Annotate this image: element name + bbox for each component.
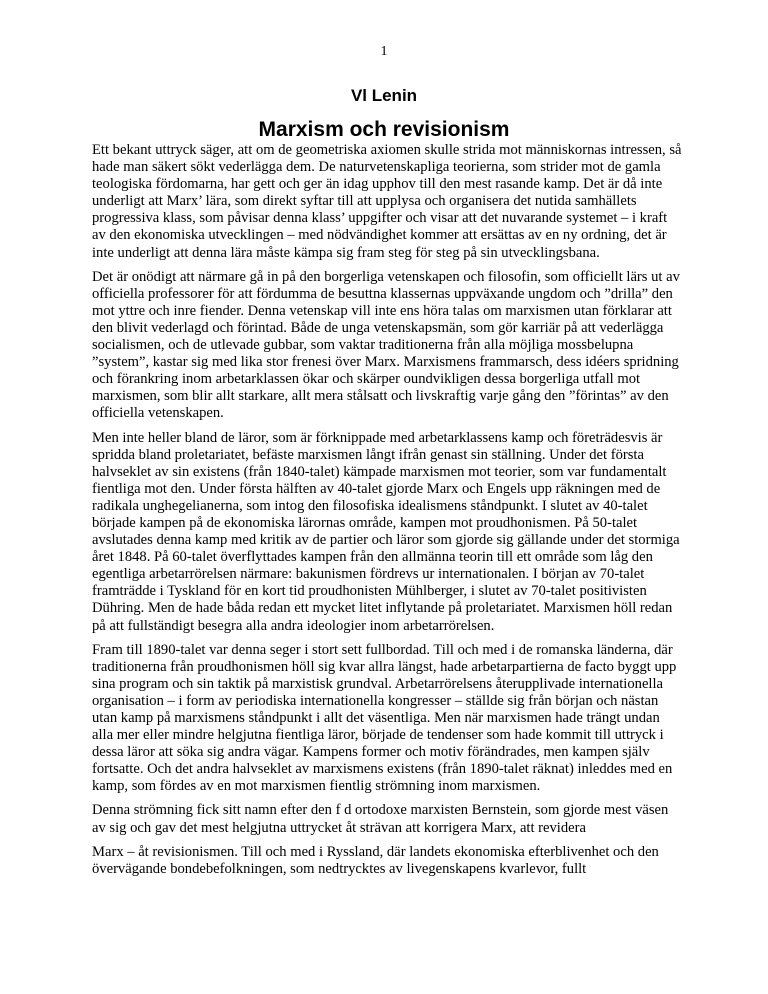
paragraph-1: Ett bekant uttryck säger, att om de geometriska axiomen skulle strida mot människornas intressen, så hade man säkert sökt vederlägga dem. De naturvetenskapliga teorierna, som strider mot de gamla teologiska fördomarna, har gett och ger än idag upphov till den mest rasande kamp. Det är då inte underligt att Marx’ lära, som direkt syftar till att upplysa och organisera det nutida samhällets progressiva klass, som påvisar denna klass’ uppgifter och visar att det nuvarande systemet – i kraft av den ekonomiska utvecklingen – med nödvändighet kommer att ersättas av en ny ordning, det är inte underligt att denna lära måste kämpa sig fram steg för steg på sin utvecklingsbana. xyxy=(92,142,682,261)
page-number: 1 xyxy=(380,44,388,59)
paragraph-5: Denna strömning fick sitt namn efter den f d ortodoxe marxisten Bernstein, som gjorde mest väsen av sig och gav det mest helgjutna uttrycket åt strävan att korrigera Marx, att revidera xyxy=(92,802,669,836)
page-title: Marxism och revisionism xyxy=(258,118,510,141)
paragraph-3: Men inte heller bland de läror, som är förknippade med arbetarklassens kamp och företrädesvis är spridda bland proletariatet, befäste marxismen långt ifrån genast sin ställning. Under det första halvseklet av sin existens (från 1840-talet) kämpade marxismen mot teorier, som var fundamentalt fientliga mot den. Under första hälften av 40-talet gjorde Marx och Engels upp räkningen med de radikala unghegelianerna, som intog den filosofiska idealismens ståndpunkt. I slutet av 40-talet började kampen på de ekonomiska lärornas område, kampen mot proudhonismen. På 50-talet avslutades denna kamp med kritik av de partier och läror som gjorde sig gällande under det stormiga året 1848. På 60-talet överflyttades kampen från den allmänna teorin till ett område som låg den egentliga arbetarrörelsen närmare: bakunismen fördrevs ur internationalen. I början av 70-talet framträdde i Tyskland för en kort tid proudhonisten Mühlberger, i slutet av 70-talet positivisten Dühring. Men de hade båda redan ett mycket litet inflytande på proletariatet. Marxismen höll redan på att fullständigt besegra alla andra ideologier inom arbetarrörelsen. xyxy=(92,429,680,634)
paragraph-4: Fram till 1890-talet var denna seger i stort sett fullbordad. Till och med i de romanska länderna, där traditionerna från proudhonismen höll sig kvar allra längst, hade arbetarpartierna de facto byggt upp sina program och sin taktik på marxistisk grundval. Arbetarrörelsens återupplivade internationella organisation – i form av periodiska internationella kongresser – ställde sig från början och nästan utan kamp på marxismens ståndpunkt i allt det väsentliga. Men när marxismen hade trängt undan alla mer eller mindre helgjutna fientliga läror, började de tendenser som hade kommit till uttryck i dessa läror att söka sig andra vägar. Kampens former och motiv förändrades, men kampen själv fortsatte. Och det andra halvseklet av marxismens existens (från 1890-talet räknat) inleddes med en kamp, som fördes av en mot marxismen fientlig strömning inom marxismen. xyxy=(92,641,677,795)
author-heading: Vl Lenin xyxy=(350,86,418,105)
paragraph-2: Det är onödigt att närmare gå in på den borgerliga vetenskapen och filosofin, som officiellt lärs ut av officiella professorer för att fördumma de besuttna klassernas uppväxande ungdom och ”drilla” den mot yttre och inre fiender. Denna vetenskap vill inte ens höra talas om marxismen utan förklarar att den blivit vederlagd och förintad. Både de unga vetenskapsmän, som gör karriär på att vederlägga socialismen, och de utlevade gubbar, som vaktar traditionerna från alla möjliga mossbelupna ”system”, kastar sig med lika stor frenesi över Marx. Marxismens frammarsch, dess idéers spridning och förankring inom arbetarklassen ökar och skärper oundvikligen dessa borgerliga utfall mot marxismen, som blir allt starkare, allt mera stålsatt och livskraftig varje gång den ”förintas” av den officiella vetenskapen. xyxy=(92,268,680,422)
article-body xyxy=(92,142,682,885)
paragraph-6: Marx – åt revisionismen. Till och med i Ryssland, där landets ekonomiska efterblivenhet och den övervägande bondebefolkningen, som nedtrycktes av livegenskapens kvarlevor, fullt xyxy=(92,843,659,877)
